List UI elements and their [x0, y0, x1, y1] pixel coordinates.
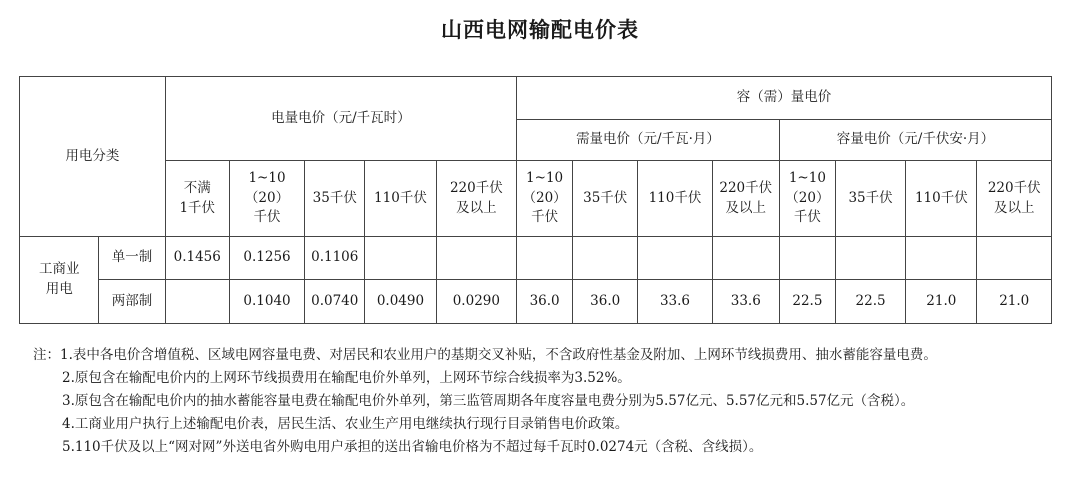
note-line: 3.原包含在输配电价内的抽水蓄能容量电费在输配电价外单列，第三监管周期各年度容量电费分别为5.57亿元、5.57亿元和5.57亿元（含税）。 [62, 393, 915, 409]
level-header-line: （20） [522, 189, 567, 206]
level-header-line: 220千伏 [987, 179, 1041, 196]
price-cell: 22.5 [835, 280, 905, 324]
level-header-line: 及以上 [456, 199, 497, 216]
price-cell [638, 237, 712, 280]
group-label-cell [20, 237, 99, 324]
price-cell: 21.0 [906, 280, 977, 324]
demand-level-header [517, 161, 573, 237]
price-cell [365, 237, 436, 280]
price-cell [779, 237, 835, 280]
capacity-level-header [906, 161, 977, 237]
level-header-line: 220千伏 [719, 179, 773, 196]
price-cell: 0.0490 [365, 280, 436, 324]
price-cell: 0.1456 [165, 237, 229, 280]
level-header-line: 110千伏 [914, 189, 968, 206]
energy-price-header: 电量电价（元/千瓦时） [165, 77, 516, 161]
price-cell: 36.0 [517, 280, 573, 324]
demand-level-header [712, 161, 779, 237]
level-header-line: 35千伏 [312, 189, 357, 206]
capacity-level-header [835, 161, 905, 237]
price-cell [977, 237, 1052, 280]
price-cell: 36.0 [573, 280, 638, 324]
price-cell: 0.1256 [229, 237, 304, 280]
note-line: 4.工商业用户执行上述输配电价表，居民生活、农业生产用电继续执行现行目录销售电价政策。 [62, 416, 629, 432]
tariff-table [19, 76, 1052, 324]
price-cell [906, 237, 977, 280]
group-label-line: 工商业 [38, 261, 80, 278]
capacity-level-header [779, 161, 835, 237]
demand-level-header [573, 161, 638, 237]
group-label-line: 用电 [45, 281, 73, 297]
capacity-price-header: 容量电价（元/千伏安·月） [779, 120, 1051, 161]
level-header-line: 220千伏 [449, 179, 503, 196]
capacity-group-header: 容（需）量电价 [517, 77, 1052, 120]
price-cell [517, 237, 573, 280]
capacity-level-header [977, 161, 1052, 237]
price-cell [835, 237, 905, 280]
level-header-line: 1~10（20） [244, 170, 290, 206]
level-header-line: 千伏 [531, 209, 559, 226]
price-cell [573, 237, 638, 280]
level-header-line: 及以上 [725, 199, 767, 216]
price-cell [165, 280, 229, 324]
level-header-line: 不满 [183, 179, 211, 196]
price-cell: 22.5 [779, 280, 835, 324]
category-header: 用电分类 [20, 77, 166, 237]
energy-level-header [165, 161, 229, 237]
energy-level-header [229, 161, 304, 237]
price-cell: 0.0740 [305, 280, 365, 324]
note-line: 5.110千伏及以上“网对网”外送电省外购电用户承担的送出省输电价格为不超过每千瓦时0.0274元（含税、含线损）。 [62, 439, 763, 455]
price-cell: 0.1106 [305, 237, 365, 280]
price-cell [712, 237, 779, 280]
level-header-line: 1千伏 [179, 199, 216, 216]
row-label: 单一制 [99, 237, 165, 280]
row-label: 两部制 [99, 280, 165, 324]
level-header-line: 35千伏 [583, 189, 628, 206]
level-header-line: 1~10 [788, 170, 826, 187]
price-cell: 33.6 [712, 280, 779, 324]
level-header-line: 1~10 [526, 170, 564, 187]
energy-level-header [365, 161, 436, 237]
price-cell: 0.0290 [436, 280, 517, 324]
note-line: 注：1.表中各电价含增值税、区域电网容量电费、对居民和农业用户的基期交叉补贴，不含政府性基金及附加、上网环节线损费用、抽水蓄能容量电费。 [33, 347, 937, 363]
price-cell: 21.0 [977, 280, 1052, 324]
price-cell: 0.1040 [229, 280, 304, 324]
page-title: 山西电网输配电价表 [441, 17, 639, 42]
level-header-line: （20） [785, 189, 830, 206]
demand-price-header: 需量电价（元/千瓦·月） [517, 120, 780, 161]
energy-level-header [436, 161, 517, 237]
level-header-line: 千伏 [793, 209, 821, 226]
notes [33, 344, 1073, 459]
energy-level-header [305, 161, 365, 237]
note-line: 2.原包含在输配电价内的上网环节线损费用在输配电价外单列，上网环节综合线损率为3.52%。 [62, 370, 631, 386]
level-header-line: 35千伏 [848, 189, 893, 206]
demand-level-header [638, 161, 712, 237]
price-cell [436, 237, 517, 280]
level-header-line: 110千伏 [648, 189, 702, 206]
level-header-line: 千伏 [253, 209, 281, 226]
level-header-line: 110千伏 [374, 189, 427, 206]
level-header-line: 及以上 [993, 199, 1035, 216]
price-cell: 33.6 [638, 280, 712, 324]
